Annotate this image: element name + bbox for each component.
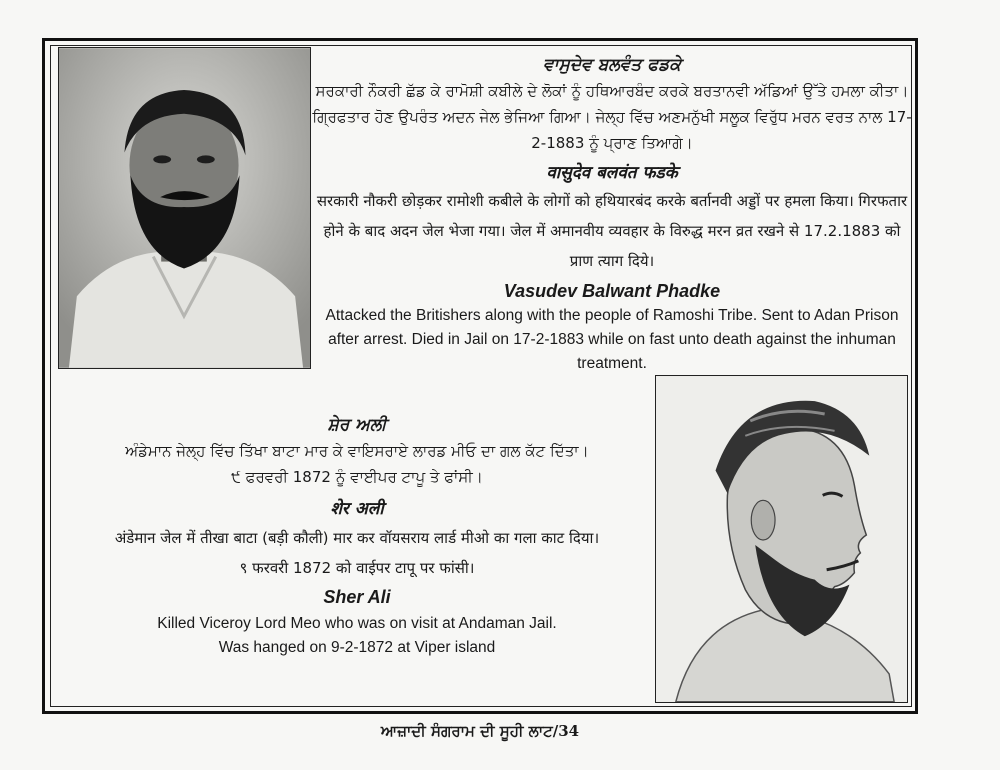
phadke-punjabi-title: ਵਾਸੁਦੇਵ ਬਲਵੰਤ ਫਡਕੇ: [543, 55, 681, 75]
sherali-hindi-line1: अंडेमान जेल में तीखा बाटा (बड़ी कौली) मार कर वॉयसराय लार्ड मीओ का गला काट दिया।: [114, 529, 600, 547]
sherali-punjabi-title: ਸ਼ੇਰ ਅਲੀ: [327, 415, 387, 435]
phadke-hindi-text: सरकारी नौकरी छोड़कर रामोशी कबीले के लोगों को हथियारबंद करके बर्तानवी अड्डों पर हमला किया। गिरफतार होने के बाद अदन जेल भेजा गया। जेल में अमानवीय व्यवहार के विरुद्ध मरन व्रत रखने से 17.2.1883 को प्राण त्याग दिये।: [316, 192, 908, 270]
phadke-english-title: Vasudev Balwant Phadke: [503, 281, 721, 301]
sherali-hindi-line2: ९ फरवरी 1872 को वाईपर टापू पर फांसी।: [239, 559, 475, 577]
page-footer: ਆਜ਼ਾਦੀ ਸੰਗਰਾਮ ਦੀ ਸੂਹੀ ਲਾਟ/34: [380, 722, 580, 740]
sherali-hindi-title: शेर अली: [330, 499, 384, 519]
sherali-text-block: [62, 412, 652, 660]
sherali-punjabi-line2: ੯ ਫਰਵਰੀ 1872 ਨੂੰ ਵਾਈਪਰ ਟਾਪੂ ਤੇ ਫਾਂਸੀ।: [231, 468, 483, 486]
portrait-sketch-icon: [656, 376, 907, 702]
phadke-punjabi-text: ਸਰਕਾਰੀ ਨੌਕਰੀ ਛੱਡ ਕੇ ਰਾਮੋਸ਼ੀ ਕਬੀਲੇ ਦੇ ਲੋਕਾਂ ਨੂੰ ਹਥਿਆਰਬੰਦ ਕਰਕੇ ਬਰਤਾਨਵੀ ਅੱਡਿਆਂ ਉੱਤੇ ਹਮਲਾ ਕੀਤਾ। ਗ੍ਰਿਫਤਾਰ ਹੋਣ ਉਪਰੰਤ ਅਦਨ ਜੇਲ ਭੇਜਿਆ ਗਿਆ। ਜੇਲ੍ਹ ਵਿੱਚ ਅਣਮਨੁੱਖੀ ਸਲੂਕ ਵਿਰੁੱਧ ਮਰਨ ਵਰਤ ਨਾਲ 17-2-1883 ਨੂੰ ਪ੍ਰਾਣ ਤਿਆਗੇ।: [312, 82, 912, 152]
phadke-text-block: [312, 52, 912, 376]
portrait-photo-icon: [59, 48, 310, 368]
sherali-english-line1: Killed Viceroy Lord Meo who was on visit at Andaman Jail.: [157, 615, 557, 632]
phadke-hindi-title: वासुदेव बलवंत फडके: [546, 163, 678, 183]
sherali-english-title: Sher Ali: [323, 587, 391, 607]
phadke-portrait-photo: [58, 47, 311, 369]
sherali-english-line2: Was hanged on 9-2-1872 at Viper island: [218, 639, 496, 656]
sherali-punjabi-line1: ਅੰਡੇਮਾਨ ਜੇਲ੍ਹ ਵਿੱਚ ਤਿੱਖਾ ਬਾਟਾ ਮਾਰ ਕੇ ਵਾਇਸਰਾਏ ਲਾਰਡ ਮੀਓ ਦਾ ਗਲ ਕੱਟ ਦਿੱਤਾ।: [125, 442, 589, 460]
sherali-portrait-sketch: [655, 375, 908, 703]
phadke-english-text: Attacked the Britishers along with the people of Ramoshi Tribe. Sent to Adan Prison after arrest. Died in Jail on 17-2-1883 while on fast unto death against the inhuman treatment.: [325, 307, 899, 372]
